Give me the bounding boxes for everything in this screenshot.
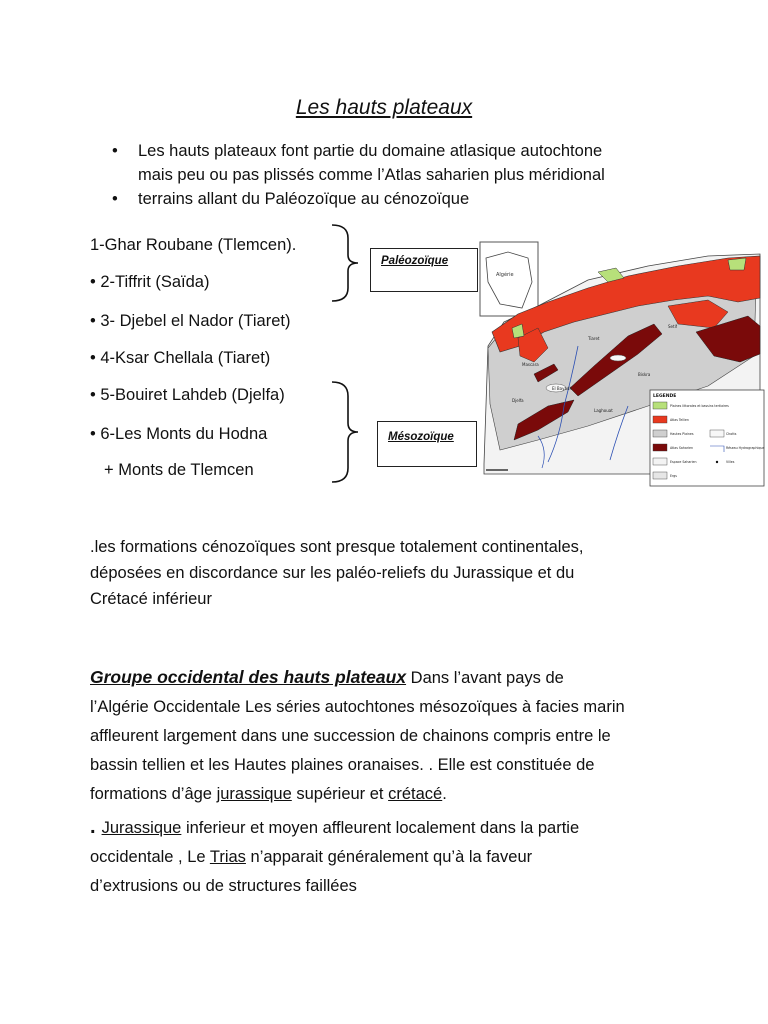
legend-item: Espace Saharien — [670, 460, 697, 464]
site-item: • 6-Les Monts du Hodna — [90, 425, 268, 443]
trias-link: Trias — [209, 848, 246, 866]
site-item: + Monts de Tlemcen — [104, 461, 254, 479]
city-label: Biskra — [638, 372, 651, 377]
legend-item: Atlas Saharien — [670, 446, 694, 450]
page-title: Les hauts plateaux — [295, 96, 473, 119]
city-label: Setif — [668, 324, 678, 329]
city-label: Mascara — [522, 362, 539, 367]
city-label: El Bayadh — [552, 386, 572, 391]
legend-item: Réseau Hydrographique — [726, 446, 765, 450]
legend-item: Ergs — [670, 474, 677, 478]
mesozoique-label: Mésozoïque — [377, 421, 477, 467]
jurassique-paragraph: . Jurassique inferieur et moyen affleurent localement dans la partie occidentale , Le Trias n’apparait généralement qu’à la faveur d’extrusions ou de structures faillées — [90, 816, 580, 895]
site-item: • 5-Bouiret Lahdeb (Djelfa) — [90, 386, 285, 404]
bullet-item: • terrains allant du Paléozoïque au cénozoïque — [112, 187, 605, 211]
map-legend — [650, 390, 764, 486]
chott — [610, 355, 626, 361]
section-heading: Groupe occidental des hauts plateaux — [90, 667, 407, 687]
bullet-item: • Les hauts plateaux font partie du domaine atlasique autochtone — [112, 139, 605, 163]
group-occidental-paragraph: Groupe occidental des hauts plateaux Dans l’avant pays de l’Algérie Occidentale Les séries autochtones mésozoïques à facies marin affleurent largement dans une succession de chainons compris entre le bassin tellien et les Hautes plaines oranaises. . Elle est constituée de formations d’âge jurassique supérieur et crétacé. — [90, 667, 625, 803]
legend-item: Atlas Tellien — [670, 418, 689, 422]
brace-mesozoique — [330, 379, 370, 485]
site-item: 1-Ghar Roubane (Tlemcen). — [90, 236, 297, 254]
paleozoique-label: Paléozoïque — [370, 248, 478, 292]
jurassique-link: jurassique — [216, 785, 292, 803]
legend-item: Plaines littorales et bassins tertiaires — [670, 404, 729, 408]
bullet-continuation: mais peu ou pas plissés comme l’Atlas saharien plus méridional — [138, 166, 605, 184]
cenozoic-paragraph: .les formations cénozoïques sont presque totalement continentales, déposées en discordance sur les paléo-reliefs du Jurassique et du Crétacé inférieur — [90, 538, 584, 608]
legend-item: Villes — [726, 460, 735, 464]
geological-map — [478, 236, 768, 490]
city-label: Laghouat — [594, 408, 613, 413]
intro-bullets — [112, 139, 605, 211]
legend-item: Chotts — [726, 432, 737, 436]
site-item: • 2-Tiffrit (Saïda) — [90, 273, 210, 291]
region-plaines — [728, 258, 746, 270]
legend-item: Hautes Plaines — [670, 432, 694, 436]
brace-paleozoique — [330, 222, 370, 304]
city-label: Tiaret — [588, 336, 600, 341]
legend-title: LEGENDE — [653, 394, 677, 399]
site-item: • 3- Djebel el Nador (Tiaret) — [90, 312, 291, 330]
city-label: Djelfa — [512, 398, 524, 403]
cretace-link: crétacé — [388, 785, 443, 803]
site-item: • 4-Ksar Chellala (Tiaret) — [90, 349, 271, 367]
inset-label: Algérie — [496, 272, 514, 278]
jurassique-link: Jurassique — [101, 819, 182, 837]
